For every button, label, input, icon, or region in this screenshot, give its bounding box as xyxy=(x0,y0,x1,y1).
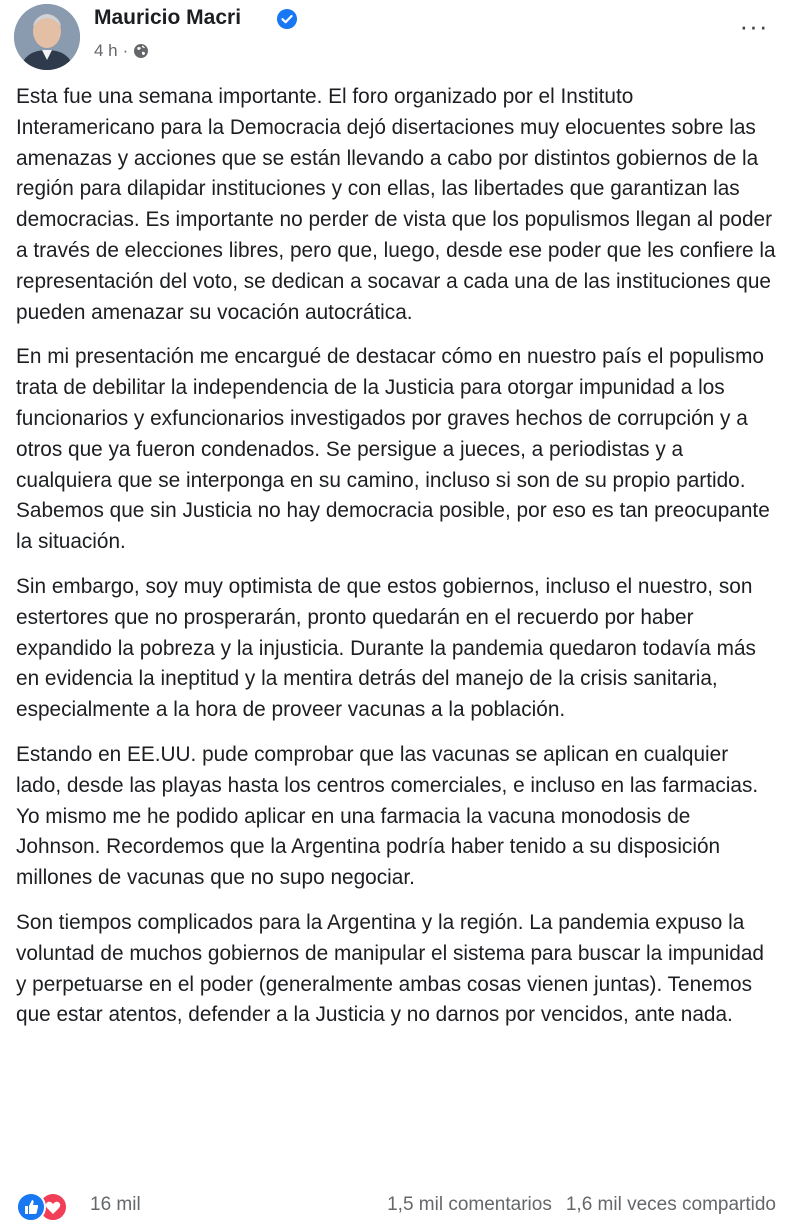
post-meta xyxy=(94,40,149,62)
like-reaction-icon xyxy=(16,1192,46,1222)
author-avatar[interactable] xyxy=(14,4,80,70)
globe-icon[interactable] xyxy=(133,43,149,59)
verified-badge-icon xyxy=(277,9,297,29)
post-header xyxy=(14,2,776,66)
post-text xyxy=(16,82,776,1045)
post-paragraph: Estando en EE.UU. pude comprobar que las vacunas se aplican en cualquier lado, desde las playas hasta los centros comerciales, e incluso en las farmacias. Yo mismo me he podido aplicar en una farmacia la vacuna monodosis de Johnson. Recordemos que la Argentina podría haber tenido a su disposición millones de vacunas que no supo negociar. xyxy=(16,742,759,890)
post-paragraph: Esta fue una semana importante. El foro organizado por el Instituto Interamericano para la Democracia dejó disertaciones muy elocuentes sobre las amenazas y acciones que se están llevando a cabo por distintos gobiernos de la región para dilapidar instituciones y con ellas, las libertades que garantizan las democracias. Es importante no perder de vista que los populismos llegan al poder a través de elecciones libres, pero que, luego, desde ese poder que les confiere la representación del voto, se dedican a socavar a cada una de las instituciones que pueden amenazar su vocación autocrática. xyxy=(16,85,776,324)
comments-count[interactable]: 1,5 mil comentarios xyxy=(387,1194,552,1215)
more-options-button[interactable]: ··· xyxy=(739,11,769,41)
reaction-icons[interactable] xyxy=(16,1190,74,1220)
reaction-count[interactable]: 16 mil xyxy=(90,1194,141,1215)
post-paragraph: Son tiempos complicados para la Argentina y la región. La pandemia expuso la voluntad de muchos gobiernos de manipular el sistema para buscar la impunidad y perpetuarse en el poder (generalmente ambas cosas vienen juntas). Tenemos que estar atentos, defender a la Justicia y no darnos por vencidos, ante nada. xyxy=(16,910,764,1027)
post-timestamp[interactable]: 4 h xyxy=(94,41,118,60)
post-footer xyxy=(16,1188,776,1222)
shares-count[interactable]: 1,6 mil veces compartido xyxy=(565,1194,776,1215)
author-name[interactable]: Mauricio Macri xyxy=(94,6,242,29)
post-paragraph: Sin embargo, soy muy optimista de que estos gobiernos, incluso el nuestro, son estertores que no prosperarán, pronto quedarán en el recuerdo por haber expandido la pobreza y la injusticia. Durante la pandemia quedaron todavía más en evidencia la ineptitud y la mentira detrás del manejo de la crisis sanitaria, especialmente a la hora de proveer vacunas a la población. xyxy=(16,574,756,722)
post-paragraph: En mi presentación me encargué de destacar cómo en nuestro país el populismo trata de debilitar la independencia de la Justicia para otorgar impunidad a los funcionarios y exfuncionarios investigados por graves hechos de corrupción y a otros que ya fueron condenados. Se persigue a jueces, a periodistas y a cualquiera que se interponga en su camino, incluso si son de su propio partido. Sabemos que sin Justicia no hay democracia posible, por eso es tan preocupante la situación. xyxy=(16,345,770,554)
meta-separator: · xyxy=(122,41,129,60)
